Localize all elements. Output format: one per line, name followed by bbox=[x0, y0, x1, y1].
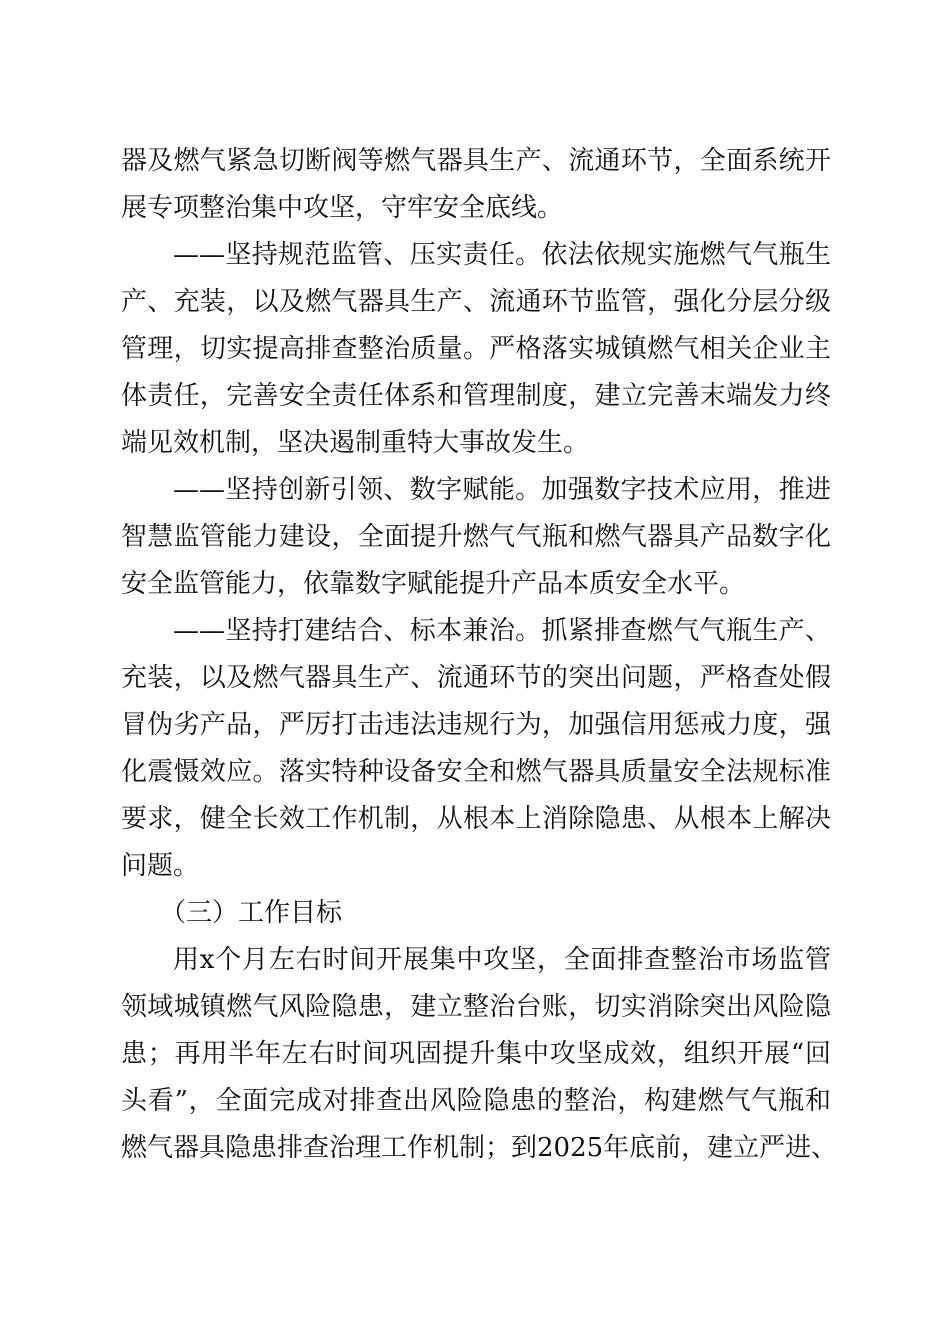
text-line: 领域城镇燃气风险隐患，建立整治台账，切实消除突出风险隐 bbox=[121, 992, 831, 1022]
text-line: 安全监管能力，依靠数字赋能提升产品本质安全水平。 bbox=[121, 569, 746, 599]
text-line: 智慧监管能力建设，全面提升燃气气瓶和燃气器具产品数字化 bbox=[121, 522, 831, 552]
text-line: 产、充装，以及燃气器具生产、流通环节监管，强化分层分级 bbox=[121, 287, 831, 317]
text-line: 体责任，完善安全责任体系和管理制度，建立完善末端发力终 bbox=[121, 381, 831, 411]
text-line: 患；再用半年左右时间巩固提升集中攻坚成效，组织开展“回 bbox=[121, 1039, 831, 1069]
text-line: 要求，健全长效工作机制，从根本上消除隐患、从根本上解决 bbox=[121, 804, 831, 834]
paragraph-first-line: ——坚持规范监管、压实责任。依法依规实施燃气气瓶生 bbox=[173, 240, 831, 270]
text-line: 冒伪劣产品，严厉打击违法违规行为，加强信用惩戒力度，强 bbox=[121, 710, 831, 740]
section-heading: （三）工作目标 bbox=[160, 898, 343, 928]
text-line: 端见效机制，坚决遏制重特大事故发生。 bbox=[121, 428, 590, 458]
paragraph-first-line: ——坚持创新引领、数字赋能。加强数字技术应用，推进 bbox=[173, 475, 831, 505]
text-line: 问题。 bbox=[121, 851, 200, 881]
text-line: 化震慑效应。落实特种设备安全和燃气器具质量安全法规标准 bbox=[121, 757, 831, 787]
text-line: 充装，以及燃气器具生产、流通环节的突出问题，严格查处假 bbox=[121, 663, 831, 693]
text-line: 管理，切实提高排查整治质量。严格落实城镇燃气相关企业主 bbox=[121, 334, 831, 364]
paragraph-first-line: 用x个月左右时间开展集中攻坚，全面排查整治市场监管 bbox=[173, 945, 831, 975]
text-line: 器及燃气紧急切断阀等燃气器具生产、流通环节，全面系统开 bbox=[121, 146, 831, 176]
text-line: 展专项整治集中攻坚，守牢安全底线。 bbox=[121, 193, 564, 223]
paragraph-first-line: ——坚持打建结合、标本兼治。抓紧排查燃气气瓶生产、 bbox=[173, 616, 831, 646]
text-line: 头看”，全面完成对排查出风险隐患的整治，构建燃气气瓶和 bbox=[121, 1086, 831, 1116]
text-line: 燃气器具隐患排查治理工作机制；到2025年底前，建立严进、 bbox=[121, 1133, 838, 1163]
